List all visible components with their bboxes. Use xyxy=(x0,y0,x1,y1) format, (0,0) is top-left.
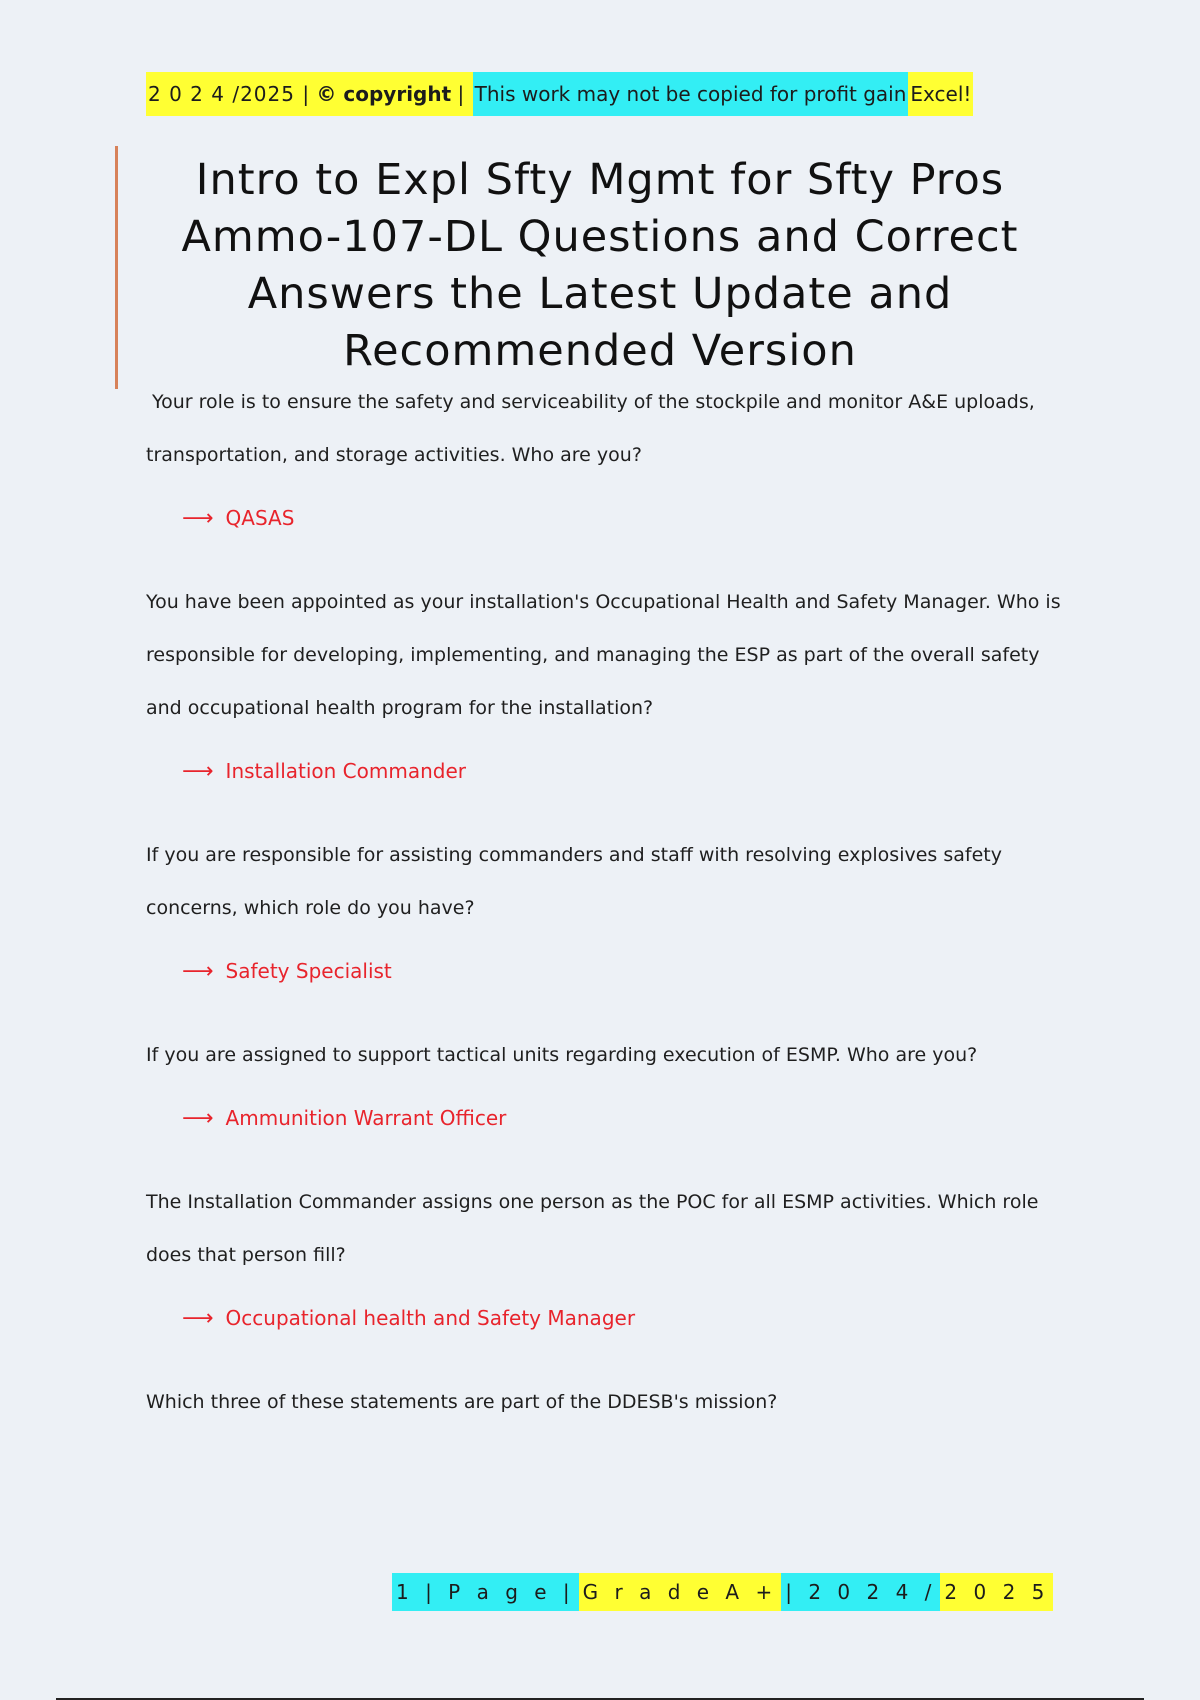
copyright-banner xyxy=(146,72,973,116)
answer xyxy=(146,1282,1066,1354)
answer-text: QASAS xyxy=(225,506,295,530)
answer-text: Ammunition Warrant Officer xyxy=(225,1106,507,1130)
answer xyxy=(146,482,1066,554)
answer-text: Installation Commander xyxy=(225,759,466,783)
banner-year: 2 0 2 4 /2025 | xyxy=(148,82,311,106)
right-arrow-icon: ⟶ xyxy=(182,505,214,531)
banner-excel: Excel! xyxy=(908,72,973,116)
banner-notice: This work may not be copied for profit gain xyxy=(473,72,909,116)
qa-item xyxy=(146,576,1066,807)
qa-item xyxy=(146,376,1066,554)
question-text: Your role is to ensure the safety and serviceability of the stockpile and monitor A&E uploads, transportation, and storage activities. Who are you? xyxy=(146,391,1035,466)
qa-item xyxy=(146,1029,1066,1154)
title-accent-bar xyxy=(115,146,118,389)
answer xyxy=(146,935,1066,1007)
banner-separator: | xyxy=(457,82,465,106)
footer-year-end: 2 0 2 5 xyxy=(940,1573,1053,1611)
right-arrow-icon: ⟶ xyxy=(182,958,214,984)
question-text: Which three of these statements are part of the DDESB's mission? xyxy=(146,1391,778,1413)
footer-grade: G r a d e A + xyxy=(579,1573,782,1611)
question-text: If you are responsible for assisting commanders and staff with resolving explosives safety concerns, which role do you have? xyxy=(146,844,1002,919)
page-footer xyxy=(392,1573,1053,1611)
question-text: The Installation Commander assigns one person as the POC for all ESMP activities. Which role does that person fill? xyxy=(146,1191,1039,1266)
right-arrow-icon: ⟶ xyxy=(182,1305,214,1331)
answer-text: Occupational health and Safety Manager xyxy=(225,1306,636,1330)
document-title: Intro to Expl Sfty Mgmt for Sfty Pros Ammo-107-DL Questions and Correct Answers the Latest Update and Recommended Version xyxy=(181,155,1019,376)
right-arrow-icon: ⟶ xyxy=(182,758,214,784)
right-arrow-icon: ⟶ xyxy=(182,1105,214,1131)
question-text: You have been appointed as your installation's Occupational Health and Safety Manager. Who is responsible for developing, implementing, and managing the ESP as part of the overall safety and occupational health program for the installation? xyxy=(146,591,1061,719)
footer-year-start: | 2 0 2 4 / xyxy=(781,1573,940,1611)
footer-page-number: 1 | P a g e | xyxy=(392,1573,579,1611)
answer-text: Safety Specialist xyxy=(225,959,392,983)
banner-year-segment xyxy=(146,72,473,116)
answer xyxy=(146,735,1066,807)
banner-copyright: © copyright xyxy=(316,82,452,106)
answer xyxy=(146,1082,1066,1154)
qa-item xyxy=(146,829,1066,1007)
question-text: If you are assigned to support tactical units regarding execution of ESMP. Who are you? xyxy=(146,1044,978,1066)
qa-item xyxy=(146,1376,1066,1429)
qa-item xyxy=(146,1176,1066,1354)
qa-list xyxy=(146,376,1066,1429)
